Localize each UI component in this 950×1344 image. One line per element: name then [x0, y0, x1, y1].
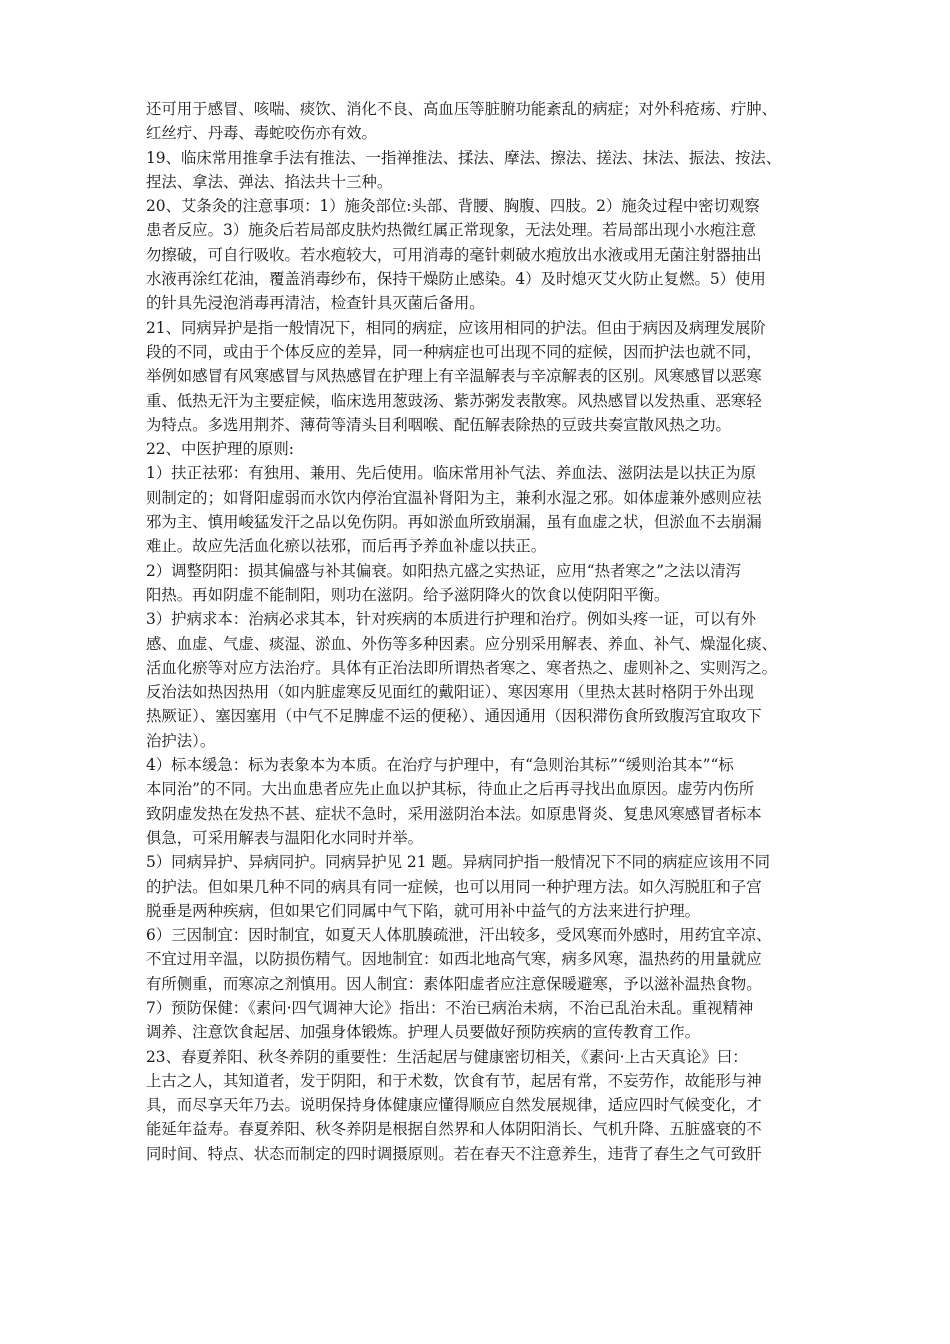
text-line: 2）调整阴阳：损其偏盛与补其偏衰。如阳热亢盛之实热证，应用“热者寒之”之法以清泻	[146, 561, 741, 580]
text-line: 5）同病异护、异病同护。同病异护见 21 题。异病同护指一般情况下不同的病症应该用不同	[146, 853, 771, 872]
text-line: 阳热。再如阴虚不能制阳，则功在滋阴。给予滋阴降火的饮食以使阴阳平衡。	[146, 585, 670, 604]
text-line: 感、血虚、气虚、痰湿、淤血、外伤等多种因素。应分别采用解表、养血、补气、燥湿化痰、	[146, 634, 778, 653]
text-line: 勿擦破，可自行吸收。若水疱较大，可用消毒的毫针刺破水疱放出水液或用无菌注射器抽出	[146, 245, 762, 264]
text-line: 则制定的；如肾阳虚弱而水饮内停治宜温补肾阳为主，兼利水湿之邪。如体虚兼外感则应祛	[146, 488, 762, 507]
text-line: 同时间、特点、状态而制定的四时调摄原则。若在春天不注意养生，违背了春生之气可致肝	[146, 1144, 762, 1163]
text-line: 反治法如热因热用（如内脏虚寒反见面红的戴阳证）、寒因寒用（里热太甚时格阴于外出现	[146, 683, 754, 702]
text-line: 能延年益寿。春夏养阳、秋冬养阴是根据自然界和人体阴阳消长、气机升降、五脏盛衰的不	[146, 1120, 762, 1139]
text-line: 7）预防保健：《素问·四气调神大论》指出：不治已病治未病，不治已乱治未乱。重视精神	[146, 998, 754, 1017]
text-line: 重、低热无汗为主要症候，临床选用葱豉汤、紫苏粥发表散寒。风热感冒以发热重、恶寒轻	[146, 391, 762, 410]
text-line: 的针具先浸泡消毒再清洁，检查针具灭菌后备用。	[146, 294, 485, 313]
text-line: 6）三因制宜：因时制宜，如夏天人体肌腠疏泄，汗出较多，受风寒而外感时，用药宜辛凉、	[146, 926, 772, 945]
text-line: 具，而尽享天年乃去。说明保持身体健康应懂得顺应自然发展规律，适应四时气候变化，才	[146, 1096, 762, 1115]
text-line: 水液再涂红花油，覆盖消毒纱布，保持干燥防止感染。4）及时熄灭艾火防止复燃。5）使用	[146, 270, 766, 289]
text-line: 调养、注意饮食起居、加强身体锻炼。护理人员要做好预防疾病的宣传教育工作。	[146, 1023, 701, 1042]
text-line: 22、中医护理的原则:	[146, 440, 294, 459]
text-line: 俱急，可采用解表与温阳化水同时并举。	[146, 828, 424, 847]
text-line: 患者反应。3）施灸后若局部皮肤灼热微红属正常现象，无法处理。若局部出现小水疱注意	[146, 221, 757, 240]
text-line: 上古之人，其知道者，发于阴阳，和于术数，饮食有节，起居有常，不妄劳作，故能形与神	[146, 1071, 762, 1090]
text-line: 红丝疔、丹毒、毒蛇咬伤亦有效。	[146, 124, 377, 143]
text-line: 19、临床常用推拿手法有推法、一指禅推法、揉法、摩法、擦法、搓法、抹法、振法、按法、	[146, 148, 782, 167]
text-line: 23、春夏养阳、秋冬养阴的重要性：生活起居与健康密切相关，《素问·上古天真论》曰：	[146, 1047, 748, 1066]
text-line: 20、艾条灸的注意事项：1）施灸部位:头部、背腰、胸腹、四肢。2）施灸过程中密切观察	[146, 197, 760, 216]
document-page	[146, 97, 822, 1166]
text-line: 为特点。多选用荆芥、薄荷等清头目利咽喉、配伍解表除热的豆豉共奏宣散风热之功。	[146, 415, 731, 434]
text-line: 的护法。但如果几种不同的病具有同一症候，也可以用同一种护理方法。如久泻脱肛和子宫	[146, 877, 762, 896]
text-line: 热厥证）、塞因塞用（中气不足脾虚不运的便秘）、通因通用（因积滞伤食所致腹泻宜取攻下	[146, 707, 762, 726]
text-line: 致阴虚发热在发热不甚、症状不急时，采用滋阴治本法。如原患肾炎、复患风寒感冒者标本	[146, 804, 762, 823]
text-line: 不宜过用辛温，以防损伤精气。因地制宜：如西北地高气寒，病多风寒，温热药的用量就应	[146, 950, 762, 969]
text-line: 举例如感冒有风寒感冒与风热感冒在护理上有辛温解表与辛凉解表的区别。风寒感冒以恶寒	[146, 367, 762, 386]
text-line: 邪为主、慎用峻猛发汗之品以免伤阴。再如淤血所致崩漏，虽有血虚之状，但淤血不去崩漏	[146, 513, 762, 532]
text-line: 段的不同，或由于个体反应的差异，同一种病症也可出现不同的症候，因而护法也就不同，	[146, 342, 762, 361]
text-line: 捏法、拿法、弹法、掐法共十三种。	[146, 172, 393, 191]
text-line: 脱垂是两种疾病，但如果它们同属中气下陷，就可用补中益气的方法来进行护理。	[146, 901, 701, 920]
text-line: 3）护病求本：治病必求其本，针对疾病的本质进行护理和治疗。例如头疼一证，可以有外	[146, 610, 757, 629]
text-line: 有所侧重，而寒凉之剂慎用。因人制宜：素体阳虚者应注意保暖避寒，予以滋补温热食物。	[146, 974, 762, 993]
text-line: 1）扶正祛邪：有独用、兼用、先后使用。临床常用补气法、养血法、滋阴法是以扶正为原	[146, 464, 757, 483]
text-line: 治护法）。	[146, 731, 216, 750]
text-line: 21、同病异护是指一般情况下，相同的病症，应该用相同的护法。但由于病因及病理发展阶	[146, 318, 766, 337]
text-line: 本同治”的不同。大出血患者应先止血以护其标，待血止之后再寻找出血原因。虚劳内伤所	[146, 780, 755, 799]
text-line: 还可用于感冒、咳喘、痰饮、消化不良、高血压等脏腑功能紊乱的病症；对外科疮疡、疔肿、	[146, 100, 778, 118]
text-line: 活血化瘀等对应方法治疗。具体有正治法即所谓热者寒之、寒者热之、虚则补之、实则泻之。	[146, 658, 778, 677]
text-line: 4）标本缓急：标为表象本为本质。在治疗与护理中，有“急则治其标”“缓则治其本”“标	[146, 756, 734, 775]
text-line: 难止。故应先活血化瘀以祛邪，而后再予养血补虚以扶正。	[146, 537, 547, 556]
